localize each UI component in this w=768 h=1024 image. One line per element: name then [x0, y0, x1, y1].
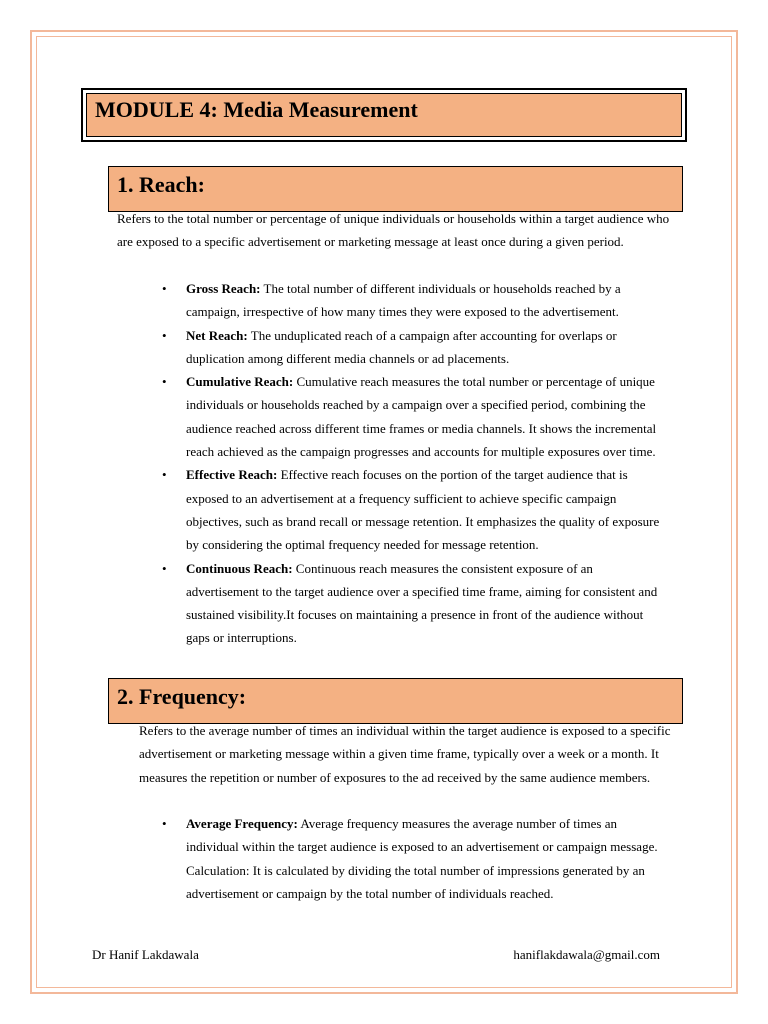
module-title-box	[81, 88, 687, 142]
module-title-fill	[86, 93, 682, 137]
bullet-average-frequency	[162, 812, 667, 905]
bullet-gross-reach	[162, 277, 667, 324]
bullet-text: Cumulative reach measures the total number or percentage of unique individuals or households reached by a campaign over a specified period, combining the audience reached across different time frames or media channels. It shows the incremental reach achieved as the campaign progresses and accounts for multiple exposures over time.	[186, 374, 657, 460]
section-heading-reach	[108, 166, 683, 212]
bullet-net-reach	[162, 324, 667, 371]
bullet-term: Continuous Reach:	[186, 560, 293, 576]
bullet-term: Gross Reach:	[186, 281, 261, 296]
bullet-term: Average Frequency:	[186, 816, 298, 831]
bullet-text: Effective reach focuses on the portion of the target audience that is exposed to an advertisement at a frequency sufficient to achieve specific campaign objectives, such as brand recall or message retention. It emphasizes the quality of exposure by considering the optimal frequency needed for message retention.	[186, 467, 660, 553]
bullet-term: Net Reach:	[186, 327, 248, 343]
section-title-reach: 1. Reach:	[117, 172, 205, 197]
bullet-text: The unduplicated reach of a campaign after accounting for overlaps or duplication among different media channels or ad placements.	[186, 327, 617, 366]
bullet-text: Continuous reach measures the consistent exposure of an advertisement to the target audience over a specified time frame, aiming for consistent and sustained visibility.It focuses on maintaining a presence in front of the audience without gaps or interruptions.	[186, 560, 658, 646]
section-heading-frequency	[108, 678, 683, 724]
bullet-dot: •	[162, 467, 167, 483]
bullet-continuous-reach	[162, 557, 667, 650]
bullet-text: Average frequency measures the average number of times an individual within the target audience is exposed to an advertisement or campaign message. Calculation: It is calculated by dividing the total number of impressions generated by an advertisement or campaign by the total number of individuals reached.	[186, 816, 658, 901]
reach-bullet-list	[162, 277, 667, 650]
bullet-term: Cumulative Reach:	[186, 374, 294, 390]
module-title: MODULE 4: Media Measurement	[95, 97, 418, 122]
bullet-effective-reach	[162, 463, 667, 556]
footer-email: haniflakdawala@gmail.com	[513, 947, 660, 962]
bullet-text: The total number of different individuals or households reached by a campaign, irrespective of how many times they were exposed to the advertisement.	[186, 281, 621, 320]
bullet-dot: •	[162, 281, 167, 296]
reach-intro: Refers to the total number or percentage of unique individuals or households within a target audience who are exposed to a specific advertisement or marketing message at least once during a given period.	[117, 211, 670, 250]
bullet-dot: •	[162, 327, 167, 343]
bullet-dot: •	[162, 560, 167, 576]
bullet-cumulative-reach	[162, 370, 667, 463]
bullet-dot: •	[162, 816, 167, 831]
bullet-term: Effective Reach:	[186, 467, 278, 483]
bullet-dot: •	[162, 374, 167, 390]
section-title-frequency: 2. Frequency:	[117, 684, 247, 709]
frequency-bullet-list	[162, 812, 667, 905]
frequency-intro: Refers to the average number of times an individual within the target audience is exposed to a specific advertisement or marketing message within a given time frame, typically over a week or a month. It measures the repetition or number of exposures to the ad received by the same audience members.	[139, 723, 671, 785]
footer-author: Dr Hanif Lakdawala	[92, 947, 199, 962]
